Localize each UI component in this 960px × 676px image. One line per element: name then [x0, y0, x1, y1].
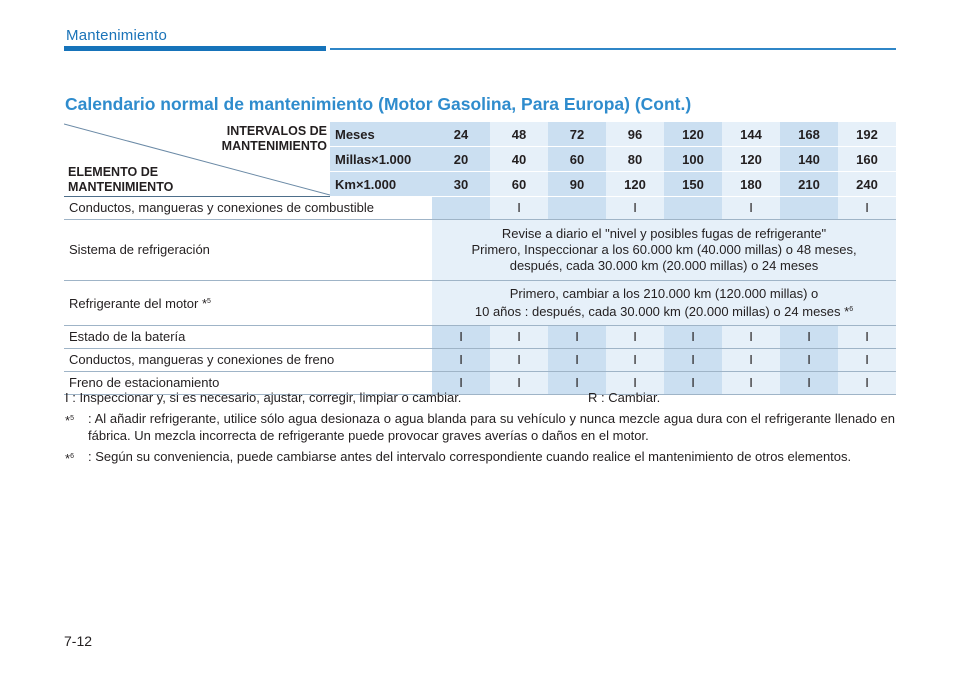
interval-value: 120 — [664, 122, 722, 147]
schedule-cell — [548, 197, 606, 220]
schedule-cell: I — [606, 326, 664, 349]
schedule-cell: I — [664, 372, 722, 395]
schedule-cell: I — [490, 372, 548, 395]
schedule-cell: I — [664, 326, 722, 349]
interval-value: 90 — [548, 172, 606, 197]
legend — [65, 390, 661, 405]
schedule-cell: I — [606, 372, 664, 395]
interval-value: 160 — [838, 147, 896, 172]
interval-value: 150 — [664, 172, 722, 197]
schedule-cell: I — [838, 326, 896, 349]
item-header: ELEMENTO DE MANTENIMIENTO — [68, 165, 174, 194]
header-rule — [330, 48, 896, 50]
footnote-mark: *$^5$ — [65, 413, 74, 428]
interval-value: 48 — [490, 122, 548, 147]
schedule-cell — [432, 197, 490, 220]
schedule-cell: I — [432, 349, 490, 372]
schedule-cell: I — [548, 326, 606, 349]
interval-value: 20 — [432, 147, 490, 172]
interval-value: 120 — [722, 147, 780, 172]
schedule-note: Revise a diario el "nivel y posibles fugas de refrigerante" Primero, Inspeccionar a los 60.000 km (40.000 millas) o 48 meses, después, cada 30.000 km (20.000 millas) o 24 meses — [432, 220, 896, 281]
legend-replace: R : Cambiar. — [588, 390, 661, 405]
interval-value: 24 — [432, 122, 490, 147]
schedule-cell: I — [722, 372, 780, 395]
interval-label: Meses — [330, 122, 432, 147]
schedule-cell: I — [432, 326, 490, 349]
schedule-cell: I — [722, 349, 780, 372]
maintenance-schedule-table — [64, 122, 896, 395]
section-header: Mantenimiento — [66, 27, 167, 44]
schedule-cell: I — [722, 326, 780, 349]
legend-inspect: I : Inspeccionar y, si es necesario, ajustar, corregir, limpiar o cambiar. — [65, 390, 462, 405]
table-row — [64, 220, 896, 281]
interval-label: Millas×1.000 — [330, 147, 432, 172]
interval-value: 180 — [722, 172, 780, 197]
schedule-cell: I — [780, 349, 838, 372]
schedule-cell: I — [606, 349, 664, 372]
schedule-cell: I — [606, 197, 664, 220]
schedule-cell: I — [490, 326, 548, 349]
schedule-cell: I — [838, 372, 896, 395]
schedule-cell: I — [780, 326, 838, 349]
schedule-cell — [780, 197, 838, 220]
item-label: Freno de estacionamiento — [64, 372, 432, 395]
interval-value: 120 — [606, 172, 664, 197]
schedule-cell: I — [490, 197, 548, 220]
interval-value: 210 — [780, 172, 838, 197]
footnote-5 — [65, 410, 895, 444]
header-rule-accent — [64, 46, 326, 51]
schedule-note: Primero, cambiar a los 210.000 km (120.000 millas) o 10 años : después, cada 30.000 km (20.000 millas) o 24 meses *$^6$ — [432, 281, 896, 326]
interval-value: 30 — [432, 172, 490, 197]
schedule-cell: I — [432, 372, 490, 395]
table-row — [64, 326, 896, 349]
page-title: Calendario normal de mantenimiento (Motor Gasolina, Para Europa) (Cont.) — [65, 94, 692, 114]
table-corner-header — [64, 122, 330, 197]
interval-value: 144 — [722, 122, 780, 147]
interval-value: 140 — [780, 147, 838, 172]
interval-value: 192 — [838, 122, 896, 147]
schedule-cell: I — [548, 372, 606, 395]
footnote-text: : Al añadir refrigerante, utilice sólo agua desionaza o agua blanda para su vehículo y nunca mezcle agua dura con el refrigerante llenado en fábrica. Un mezcla incorrecta de refrigerante puede provocar graves averías o daños en el motor. — [88, 411, 895, 443]
schedule-cell: I — [838, 349, 896, 372]
item-label: Refrigerante del motor *$^5$ — [64, 281, 432, 326]
interval-value: 100 — [664, 147, 722, 172]
interval-label: Km×1.000 — [330, 172, 432, 197]
interval-value: 96 — [606, 122, 664, 147]
interval-value: 60 — [490, 172, 548, 197]
interval-value: 40 — [490, 147, 548, 172]
schedule-cell: I — [838, 197, 896, 220]
table-row — [64, 197, 896, 220]
interval-row-months — [64, 122, 896, 147]
footnote-mark: *$^6$ — [65, 451, 74, 466]
item-label: Estado de la batería — [64, 326, 432, 349]
footnote-6 — [65, 448, 895, 465]
table-row — [64, 349, 896, 372]
schedule-cell: I — [548, 349, 606, 372]
footnote-text: : Según su conveniencia, puede cambiarse antes del intervalo correspondiente cuando realice el mantenimiento de otros elementos. — [88, 449, 852, 464]
page-number: 7-12 — [64, 633, 93, 649]
item-label: Sistema de refrigeración — [64, 220, 432, 281]
schedule-cell: I — [490, 349, 548, 372]
table-row — [64, 281, 896, 326]
schedule-cell: I — [664, 349, 722, 372]
intervals-header: INTERVALOS DE MANTENIMIENTO — [221, 124, 327, 153]
schedule-cell: I — [722, 197, 780, 220]
interval-value: 60 — [548, 147, 606, 172]
schedule-cell: I — [780, 372, 838, 395]
interval-value: 72 — [548, 122, 606, 147]
item-label: Conductos, mangueras y conexiones de freno — [64, 349, 432, 372]
interval-value: 168 — [780, 122, 838, 147]
interval-value: 240 — [838, 172, 896, 197]
item-label: Conductos, mangueras y conexiones de combustible — [64, 197, 432, 220]
schedule-cell — [664, 197, 722, 220]
interval-value: 80 — [606, 147, 664, 172]
